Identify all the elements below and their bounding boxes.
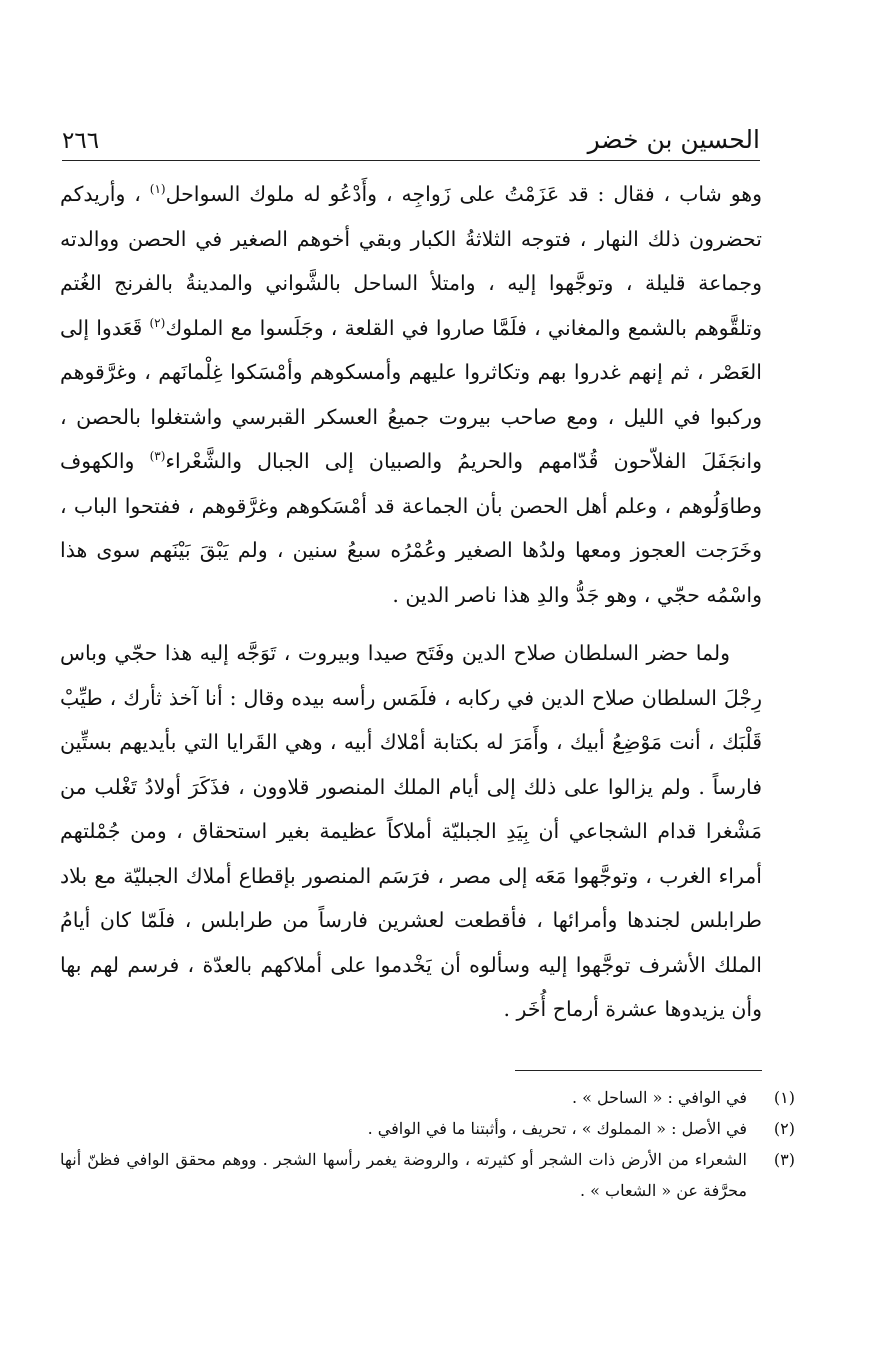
- footnote-ref: (٢): [149, 315, 166, 330]
- text-run: ولما حضر السلطان صلاح الدين وفَتَح صيدا وبيروت ، تَوَجَّه إليه هذا حجّي وباس رِجْلَ السلطان صلاح الدين في ركابه ، فلَمَس رأسه بيده وقال : أنا آخذ ثأرك ، طيِّبْ قَلْبَك ، أنت مَوْضِعُ أبيك ، وأَمَرَ له بكتابة أمْلاك أبيه ، وهي القَرايا التي بأيديهم بستِّين فارساً . ولم يزالوا على ذلك إلى أيام الملك المنصور قلاوون ، فذَكَرَ أولادُ تَغْلب من مَشْغرا قدام الشجاعي أن بِيَدِ الجبليّة أملاكاً عظيمة بغير استحقاق ، ومن جُمْلتهم أمراء الغرب ، وتوجَّهوا مَعَه إلى مصر ، فرَسَم المنصور بإقطاع أملاك الجبليّة مع بلاد طرابلس لجندها وأمرائها ، فأقطعت لعشرين فارساً من طرابلس ، فلَمّا كان أيامُ الملك الأشرف توجَّهوا إليه وسألوه أن يَخْدموا على أملاكهم بالعدّة ، فرسم لهم بها وأن يزيدوها عشرة أرماح أُخَر .: [60, 641, 762, 1021]
- footnote-number: (٣): [773, 1150, 795, 1169]
- text-run: قَعَدوا إلى العَصْر ، ثم إنهم غدروا بهم وتكاثروا عليهم وأمسكوهم وأمْسَكوا غِلْمانَهم ، وغرَّقوهم وركبوا في الليل ، ومع صاحب بيروت جميعُ العسكر القبرسي واشتغلوا بالحصن ، وانجَفَلَ الفلاّحون قُدّامهم والحريمُ والصبيان إلى الجبال والشَّعْراء: [60, 315, 762, 473]
- text-run: وهو شاب ، فقال : قد عَزَمْتُ على زَواجِه ، وأَدْعُو له ملوك السواحل: [165, 182, 762, 206]
- footnote-separator: [515, 1070, 762, 1071]
- footnote-ref: (٣): [149, 449, 166, 464]
- footnote: [60, 1082, 795, 1113]
- footnote-number: (١): [773, 1088, 795, 1107]
- running-title: الحسين بن خضر: [587, 125, 760, 154]
- footnote-number: (٢): [773, 1119, 795, 1138]
- main-text: [60, 172, 762, 1032]
- text-run: ، وأريدكم تحضرون ذلك النهار ، فتوجه الثلاثةُ الكبار وبقي أخوهم الصغير في الحصن ووالدته وجماعة قليلة ، وتوجَّهوا إليه ، وامتلأ الساحل بالشَّواني والمدينةُ بالفرنج الغُتم وتلقَّوهم بالشمع والمغاني ، فلَمَّا صاروا في القلعة ، وجَلَسوا مع الملوك: [60, 182, 762, 340]
- footnote-ref: (١): [149, 182, 166, 197]
- page-header: [62, 118, 760, 161]
- footnote: [60, 1144, 795, 1206]
- text-run: والكهوف وطاوَلُوهم ، وعلم أهل الحصن بأن الجماعة قد أمْسَكوهم وغرَّقوهم ، ففتحوا الباب ، وخَرَجت العجوز ومعها ولدُها الصغير وعُمْرُه سبعُ سنين ، ولم يَبْقَ بَيْنَهم سوى هذا واسْمُه حجّي ، وهو جَدُّ والدِ هذا ناصر الدين .: [60, 449, 762, 607]
- footnote-text: الشعراء من الأرض ذات الشجر أو كثيرته ، والروضة يغمر رأسها الشجر . ووهم محقق الوافي فظنّ أنها محرَّفة عن « الشعاب » .: [60, 1150, 748, 1200]
- paragraph: [60, 172, 762, 617]
- page-number: ٢٦٦: [62, 128, 100, 154]
- footnotes: [60, 1082, 795, 1206]
- footnote: [60, 1113, 795, 1144]
- footnote-text: في الأصل : « المملوك » ، تحريف ، وأثبتنا ما في الوافي .: [367, 1119, 747, 1138]
- footnote-text: في الوافي : « الساحل » .: [571, 1088, 747, 1107]
- paragraph: [60, 631, 762, 1032]
